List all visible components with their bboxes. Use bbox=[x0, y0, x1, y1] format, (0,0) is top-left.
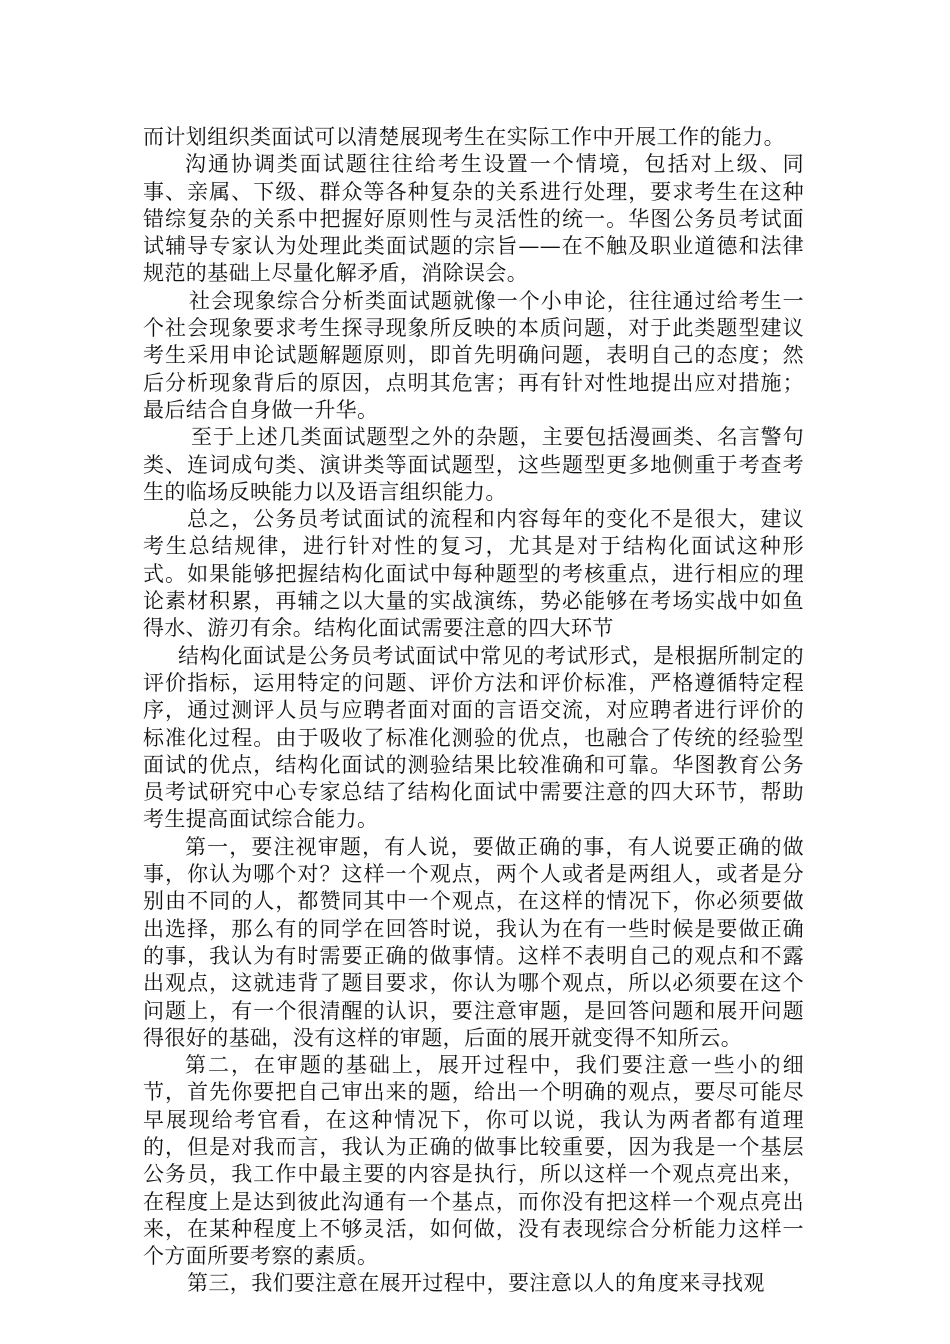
paragraph-planning-conclusion: 而计划组织类面试可以清楚展现考生在实际工作中开展工作的能力。 bbox=[143, 125, 785, 149]
paragraph-communication: 沟通协调类面试题往往给考生设置一个情境，包括对上级、同事、亲属、下级、群众等各种复杂的关系进行处理，要求考生在这种错综复杂的关系中把握好原则性与灵活性的统一。华图公务员考试面试辅导专家认为处理此类面试题的宗旨——在不触及职业道德和法律规范的基础上尽量化解矛盾，消除误会。 bbox=[143, 152, 804, 286]
paragraph-second-point: 第二，在审题的基础上，展开过程中，我们要注意一些小的细节，首先你要把自己审出来的题，给出一个明确的观点，要尽可能尽早展现给考官看，在这种情况下，你可以说，我认为两者都有道理的，但是对我而言，我认为正确的做事比较重要，因为我是一个基层公务员，我工作中最主要的内容是执行，所以这样一个观点亮出来，在程度上是达到彼此沟通有一个基点，而你没有把这样一个观点亮出来，在某种程度上不够灵活，如何做，没有表现综合分析能力这样一个方面所要考察的素质。 bbox=[143, 1053, 804, 1269]
paragraph-social-phenomena: 社会现象综合分析类面试题就像一个小申论，往往通过给考生一个社会现象要求考生探寻现象所反映的本质问题，对于此类题型建议考生采用申论试题解题原则，即首先明确问题，表明自己的态度；然后分析现象背后的原因，点明其危害；再有针对性地提出应对措施；最后结合自身做一升华。 bbox=[143, 288, 804, 422]
paragraph-summary: 总之，公务员考试面试的流程和内容每年的变化不是很大，建议考生总结规律，进行针对性的复习，尤其是对于结构化面试这种形式。如果能够把握结构化面试中每种题型的考核重点，进行相应的理论素材积累，再辅之以大量的实战演练，势必能够在考场实战中如鱼得水、游刃有余。结构化面试需要注意的四大环节 bbox=[143, 507, 804, 641]
paragraph-third-point: 第三，我们要注意在展开过程中，要注意以人的角度来寻找观 bbox=[187, 1271, 765, 1296]
document-body bbox=[143, 124, 804, 1298]
paragraph-misc-questions: 至于上述几类面试题型之外的杂题，主要包括漫画类、名言警句类、连词成句类、演讲类等面试题型，这些题型更多地侧重于考查考生的临场反映能力以及语言组织能力。 bbox=[143, 425, 804, 504]
paragraph-structured-interview: 结构化面试是公务员考试面试中常见的考试形式，是根据所制定的评价指标，运用特定的问题、评价方法和评价标准，严格遵循特定程序，通过测评人员与应聘者面对面的言语交流，对应聘者进行评价的标准化过程。由于吸收了标准化测验的优点，也融合了传统的经验型面试的优点，结构化面试的测验结果比较准确和可靠。华图教育公务员考试研究中心专家总结了结构化面试中需要注意的四大环节，帮助考生提高面试综合能力。 bbox=[143, 643, 804, 832]
paragraph-first-point: 第一，要注视审题，有人说，要做正确的事，有人说要正确的做事，你认为哪个对？这样一个观点，两个人或者是两组人，或者是分别由不同的人，都赞同其中一个观点，在这样的情况下，你必须要做出选择，那么有的同学在回答时说，我认为在有一些时候是要做正确的事，我认为有时需要正确的做事情。这样不表明自己的观点和不露出观点，这就违背了题目要求，你认为哪个观点，所以必须要在这个问题上，有一个很清醒的认识，要注意审题，是回答问题和展开问题得很好的基础，没有这样的审题，后面的展开就变得不知所云。 bbox=[143, 834, 804, 1050]
